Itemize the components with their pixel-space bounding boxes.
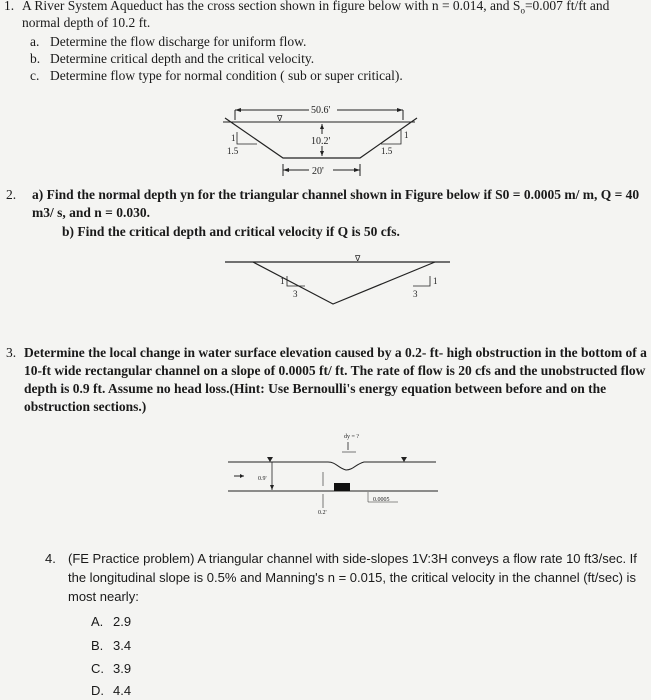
q1-depth-label: 10.2': [311, 136, 331, 147]
q2-line2-text: m3/ s, and n = 0.030.: [32, 205, 150, 220]
q1-water-symbol: ∇: [277, 114, 283, 123]
q2-line3-text: b) Find the critical depth and critical velocity if Q is 50 cfs.: [62, 224, 400, 239]
q2-triangle-figure: [225, 252, 455, 312]
q4-option-d-value: 4.4: [113, 683, 132, 698]
q3-line1: [24, 345, 647, 361]
q3-obstruction-figure: [228, 428, 443, 520]
q1-intro-line1: [22, 0, 609, 16]
q1-intro-text: A River System Aqueduct has the cross section shown in figure below with n = 0.014, and S: [22, 0, 521, 13]
q4-option-b-value: 3.4: [113, 638, 132, 653]
q4-line2: the longitudinal slope is 0.5% and Manning's n = 0.015, the critical velocity in the channel (ft/sec) is: [68, 570, 636, 585]
q1-s0-subscript: o: [520, 5, 525, 16]
q1-part-a-label: a.: [30, 34, 40, 49]
q1-left-slope-v: 1: [231, 133, 236, 143]
q4-option-c-value: 3.9: [113, 661, 132, 676]
q4-number: 4.: [45, 551, 56, 566]
q3-line1-text: Determine the local change in water surface elevation caused by a 0.2- ft- high obstruction in the bottom of a: [24, 345, 647, 360]
q1-number: 1.: [4, 0, 15, 13]
q4-option-d: [91, 683, 131, 698]
q4-option-a-value: 2.9: [113, 614, 132, 629]
q4-option-c-label: C.: [91, 661, 104, 676]
q4-line1: (FE Practice problem) A triangular channel with side-slopes 1V:3H conveys a flow rate 10 ft3/sec. If: [68, 551, 637, 566]
q4-option-c: [91, 661, 131, 676]
q3-depth-label: 0.9': [258, 476, 267, 482]
q3-dy-label: dy = ?: [344, 434, 360, 440]
q1-left-slope-h: 1.5: [227, 146, 239, 156]
q1-part-c-text: Determine flow type for normal condition ( sub or super critical).: [50, 68, 403, 83]
q1-part-b-text: Determine critical depth and the critical velocity.: [50, 51, 315, 66]
q1-intro-end: =0.007 ft/ft and: [524, 0, 610, 13]
q3-line2: [24, 363, 645, 379]
q1-bottom-width-label: 20': [312, 166, 324, 177]
q4-option-b-label: B.: [91, 638, 104, 653]
q1-part-c-label: c.: [30, 68, 40, 83]
q2-line1: [32, 187, 639, 203]
q4-option-b: [91, 638, 131, 653]
q2-left-slope-h: 3: [293, 289, 298, 299]
q3-line3-text: depth is 0.9 ft. Assume no head loss.(Hint: Use Bernoulli's energy equation between before and on the: [24, 381, 607, 396]
q4-option-d-label: D.: [91, 683, 104, 698]
q4-option-a-label: A.: [91, 614, 104, 629]
q1-intro-line2: normal depth of 10.2 ft.: [22, 15, 151, 30]
q2-right-slope-h: 3: [413, 289, 418, 299]
q3-number: 3.: [6, 345, 17, 360]
q2-line3: [62, 224, 400, 240]
q3-line3: [24, 381, 606, 397]
q2-number: 2.: [6, 187, 17, 202]
q1-part-b-label: b.: [30, 51, 41, 66]
q1-part-a: [30, 34, 306, 50]
q2-line1-text: a) Find the normal depth yn for the triangular channel shown in Figure below if S0 = 0.0005 m/ m, Q = 40: [32, 187, 640, 202]
q3-line2-text: 10-ft wide rectangular channel on a slope of 0.0005 ft/ ft. The rate of flow is 20 cfs and the unobstructed flow: [24, 363, 646, 378]
q3-line4: [24, 399, 146, 415]
q1-right-slope-v: 1: [404, 130, 409, 140]
q1-part-a-text: Determine the flow discharge for uniform flow.: [50, 34, 307, 49]
q2-line2: [32, 205, 150, 221]
q1-trapezoid-figure: [205, 96, 430, 182]
q2-left-slope-v: 1: [280, 276, 285, 286]
q3-obstruction-label: 0.2': [318, 510, 327, 516]
q4-option-a: [91, 614, 131, 629]
q2-right-slope-v: 1: [433, 276, 438, 286]
q2-water-symbol: ∇: [355, 254, 361, 263]
q4-line3: most nearly:: [68, 589, 139, 604]
q1-top-width-label: 50.6': [311, 105, 331, 116]
q1-part-b: [30, 51, 314, 67]
q3-slope-label: 0.0005: [373, 497, 390, 503]
q1-part-c: [30, 68, 403, 84]
q3-line4-text: obstruction sections.): [24, 399, 147, 414]
q1-right-slope-h: 1.5: [381, 146, 393, 156]
